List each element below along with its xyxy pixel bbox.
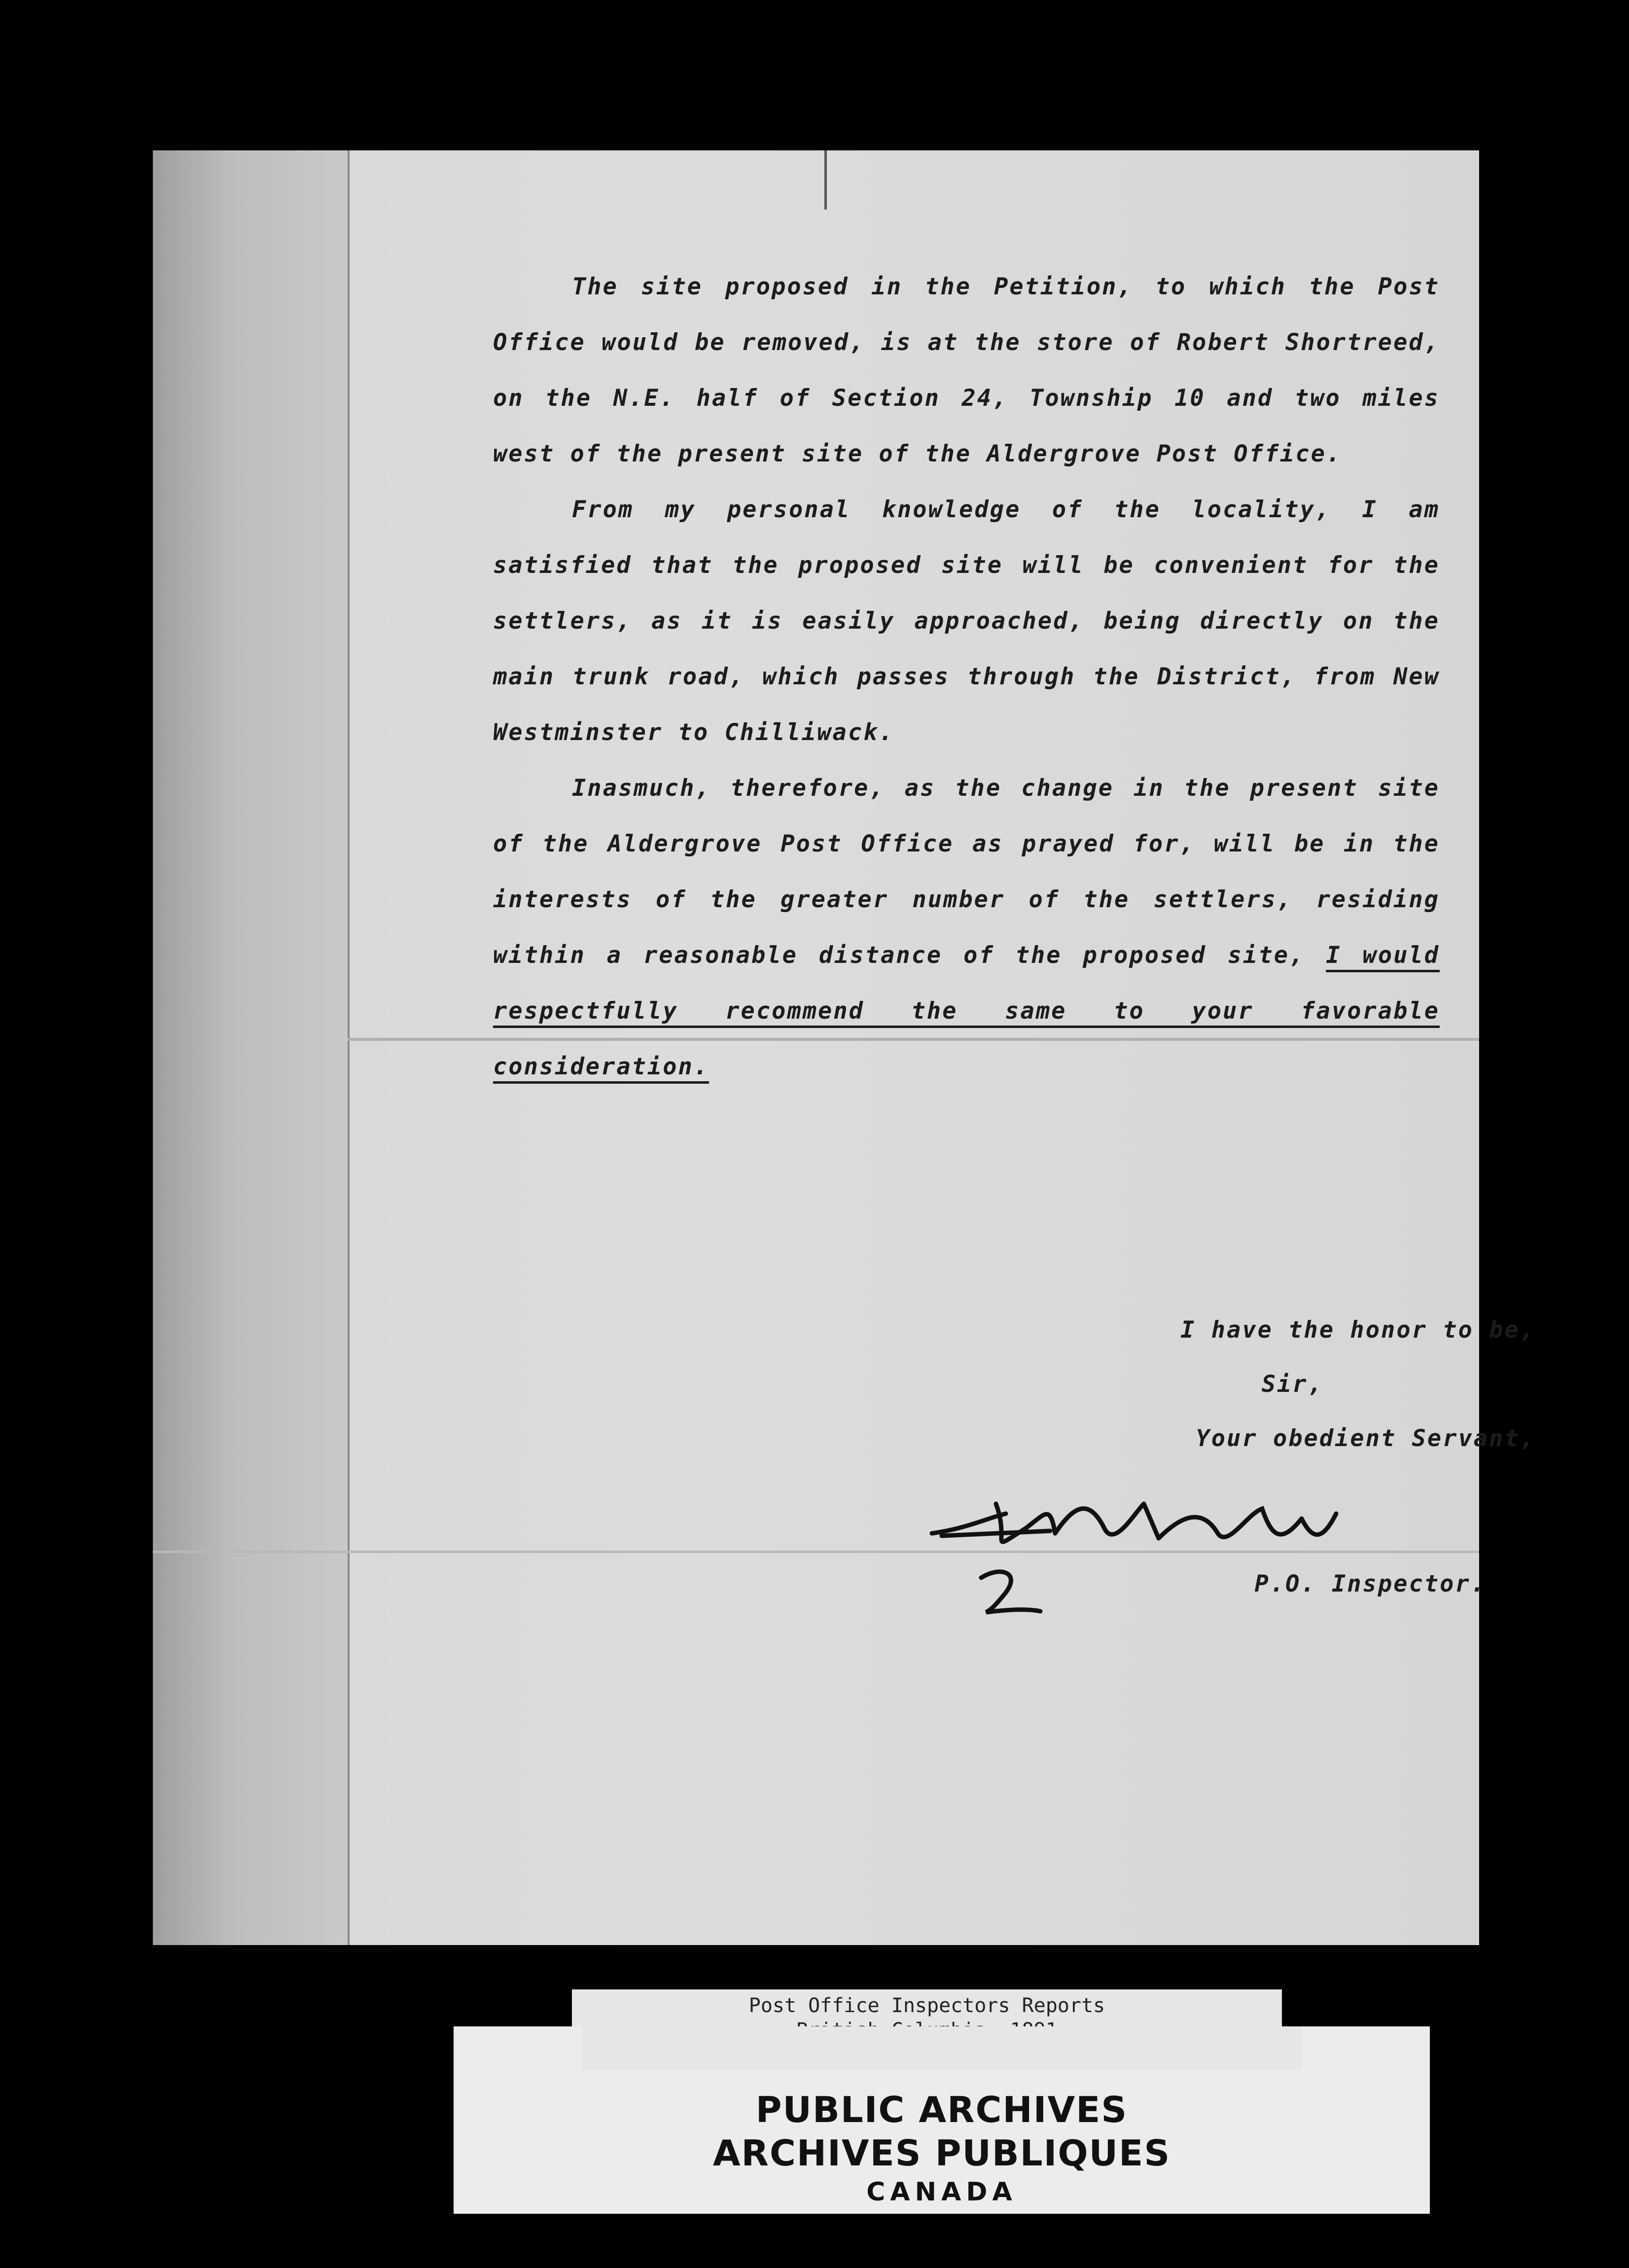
signatory-title: P.O. Inspector. [1254, 1570, 1486, 1597]
paragraph: The site proposed in the Petition, to which the Post Office would be removed, is at the store of Robert Shortreed, on the N.E. half of Section 24, Township 10 and two miles west of the present site of the Aldergrove Post Office. [493, 273, 1440, 467]
paragraph: From my personal knowledge of the locality, I am satisfied that the proposed site will be convenient for the settlers, as it is easily approached, being directly on the main trunk road, which passes through the District, from New Westminster to Chilliwack. [493, 496, 1440, 746]
paragraph [493, 760, 1440, 1095]
letter-body [493, 259, 1440, 1095]
archive-stamp-label [454, 2026, 1430, 2214]
underlined-recommendation: I would respectfully recommend the same to your favorable consideration. [493, 942, 1440, 1080]
label-tab [582, 2026, 1302, 2070]
handwritten-mark [976, 1563, 1045, 1617]
folded-margin [153, 150, 350, 1945]
handwritten-signature [927, 1484, 1351, 1558]
reference-line: Post Office Inspectors Reports [748, 1994, 1105, 2017]
fold-line [824, 150, 827, 210]
salutation: Sir, [1261, 1371, 1323, 1398]
closing-line: Your obedient Servant, [1196, 1425, 1535, 1452]
stamp-line: CANADA [866, 2177, 1017, 2207]
paragraph-text: Inasmuch, therefore, as the change in the present site of the Aldergrove Post Office as prayed for, will be in the interests of the greater number of the settlers, residing within a reasonable distance of the proposed site, [493, 775, 1440, 969]
stamp-line: ARCHIVES PUBLIQUES [712, 2132, 1171, 2174]
closing-line: I have the honor to be, [1180, 1316, 1535, 1344]
stamp-line: PUBLIC ARCHIVES [755, 2089, 1128, 2130]
